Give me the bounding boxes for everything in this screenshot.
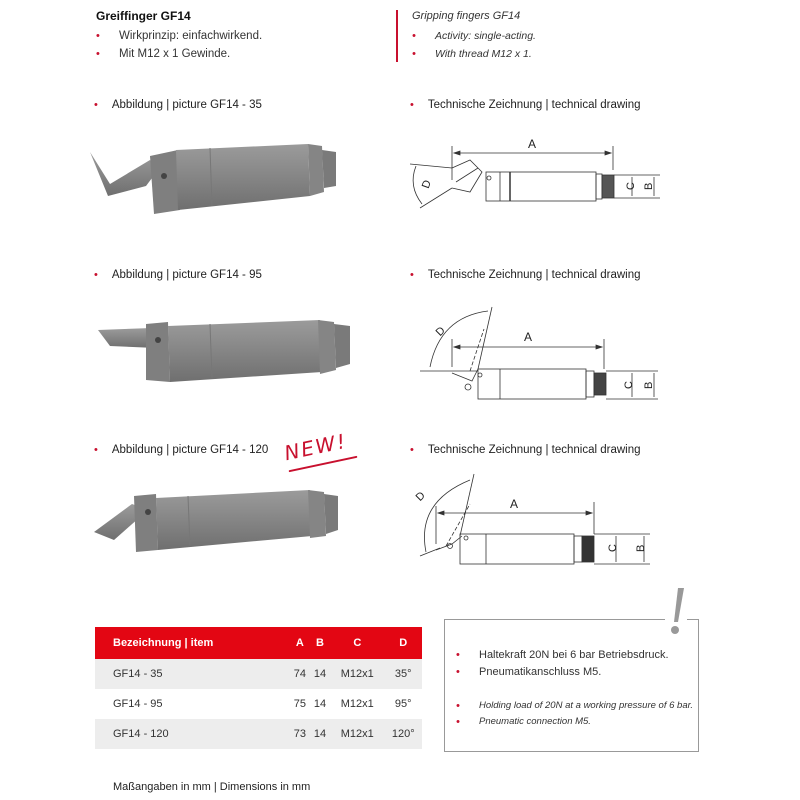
dim-d-label: D: [433, 324, 448, 339]
note-item: • Pneumatic connection M5.: [456, 716, 591, 728]
dim-d-label: D: [419, 178, 434, 191]
note-item: • Pneumatikanschluss M5.: [456, 664, 694, 681]
col-c: C: [330, 627, 384, 659]
technical-drawing-gf14-35: [400, 120, 670, 230]
dim-c-label: C: [623, 381, 635, 389]
table-row: GF14 - 35 74 14 M12x1 35°: [95, 659, 422, 689]
dim-b-label: B: [643, 182, 655, 190]
title-de: Greiffinger GF14: [96, 9, 191, 23]
note-item: • Holding load of 20N at a working pressure of 6 bar.: [456, 700, 694, 712]
dimensions-note: Maßangaben in mm | Dimensions in mm: [113, 781, 311, 793]
header-bullets-en: [412, 27, 536, 63]
technical-drawing-gf14-120: [400, 472, 670, 582]
bullet-icon: •: [96, 30, 100, 42]
dim-a-label: A: [528, 137, 537, 151]
bullet-icon: •: [456, 649, 460, 661]
dim-a-label: A: [524, 330, 533, 344]
technical-drawing-gf14-95: [400, 295, 670, 425]
bullet-icon: •: [456, 700, 460, 712]
exclamation-icon: [668, 588, 690, 636]
dim-a-label: A: [510, 497, 519, 511]
bullet-icon: •: [456, 666, 460, 678]
dim-d-label: D: [413, 489, 428, 504]
header-bullets-de: [96, 27, 262, 63]
drawing-label-35: • Technische Zeichnung | technical drawing: [410, 99, 641, 111]
note-item: • Haltekraft 20N bei 6 bar Betriebsdruck.: [456, 647, 694, 664]
new-badge: NEW!: [282, 428, 350, 466]
picture-label-35: • Abbildung | picture GF14 - 35: [94, 99, 262, 111]
notes-de: [456, 647, 694, 681]
product-image-gf14-95: [94, 318, 364, 388]
table-row: GF14 - 120 73 14 M12x1 120°: [95, 719, 422, 749]
bullet-item: • Mit M12 x 1 Gewinde.: [96, 45, 262, 63]
dim-c-label: C: [625, 182, 637, 190]
table-row: GF14 - 95 75 14 M12x1 95°: [95, 689, 422, 719]
bullet-item: • Activity: single-acting.: [412, 27, 536, 45]
picture-label-120: • Abbildung | picture GF14 - 120: [94, 444, 269, 456]
dim-c-label: C: [607, 544, 619, 552]
picture-label-95: • Abbildung | picture GF14 - 95: [94, 269, 262, 281]
dim-b-label: B: [635, 544, 647, 552]
drawing-label-95: • Technische Zeichnung | technical drawing: [410, 269, 641, 281]
bullet-item: • With thread M12 x 1.: [412, 45, 536, 63]
product-image-gf14-35: [88, 140, 358, 230]
col-d: D: [384, 627, 422, 659]
drawing-label-120: • Technische Zeichnung | technical drawing: [410, 444, 641, 456]
col-a: A: [290, 627, 310, 659]
bullet-icon: •: [96, 48, 100, 60]
product-image-gf14-120: [92, 490, 362, 560]
header-divider: [396, 10, 398, 62]
table-header-row: [95, 627, 422, 659]
spec-table: [95, 627, 422, 749]
bullet-icon: •: [412, 30, 416, 42]
dim-b-label: B: [643, 381, 655, 389]
note-box: [444, 619, 699, 752]
bullet-icon: •: [456, 716, 460, 728]
title-en: Gripping fingers GF14: [412, 10, 521, 22]
notes-en: [456, 700, 694, 732]
col-b: B: [310, 627, 330, 659]
col-item: Bezeichnung | item: [95, 627, 290, 659]
bullet-icon: •: [412, 48, 416, 60]
bullet-item: • Wirkprinzip: einfachwirkend.: [96, 27, 262, 45]
